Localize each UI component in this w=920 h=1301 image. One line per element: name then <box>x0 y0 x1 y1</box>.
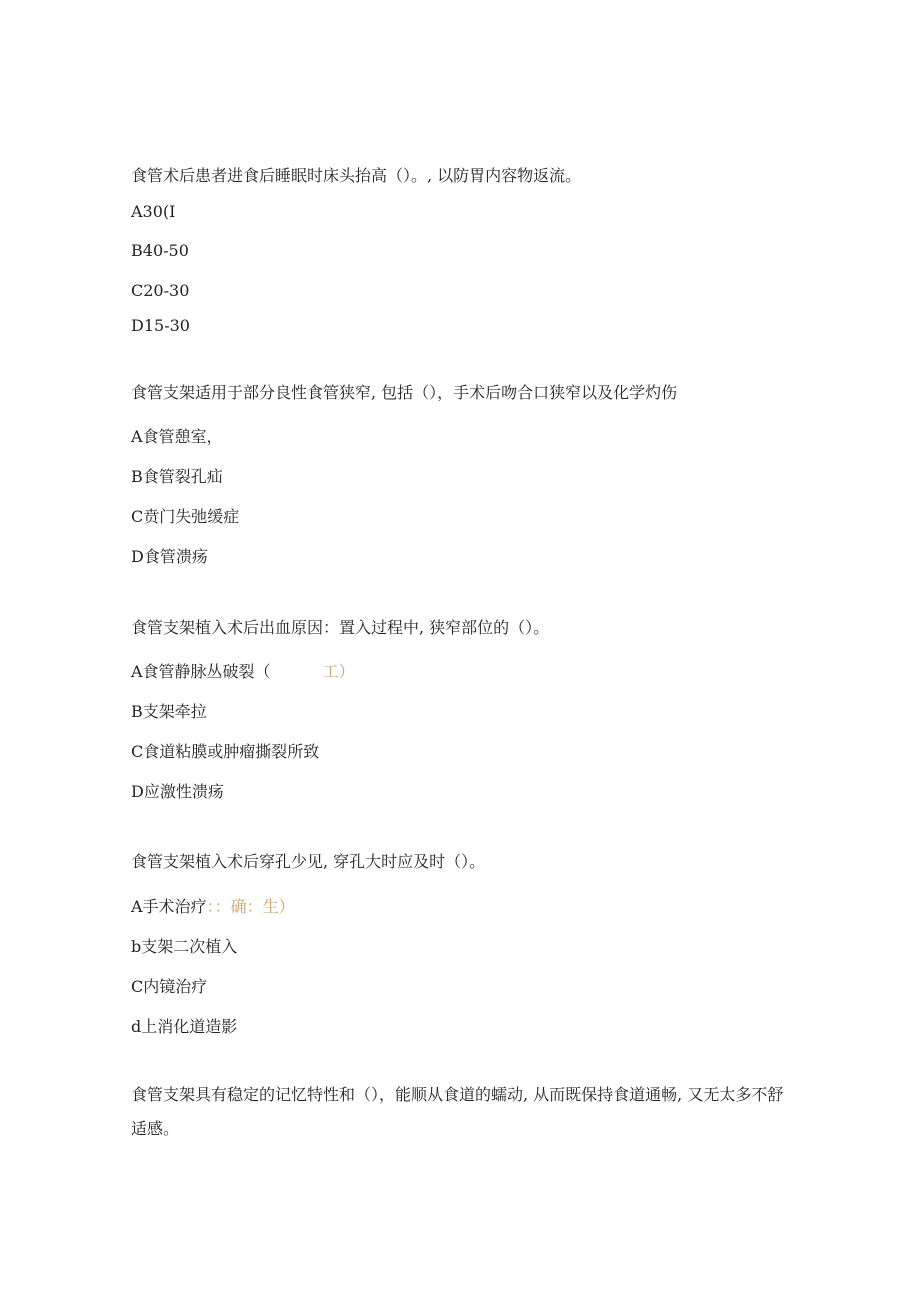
question-1-stem: 食管术后患者进食后睡眠时床头抬高（）。, 以防胃内容物返流。 <box>131 166 582 185</box>
question-3-option-d: D应激性溃疡 <box>131 782 224 801</box>
question-3-option-b: B支架牵拉 <box>131 702 207 721</box>
question-1-option-c: C20-30 <box>131 281 190 300</box>
question-1-option-a: A30(I <box>131 202 176 221</box>
question-4-option-a-text: A手术治疗 <box>131 897 207 916</box>
question-2-option-d: D食管溃疡 <box>131 547 208 566</box>
question-1-option-d: D15-30 <box>131 316 190 335</box>
question-3-stem: 食管支架植入术后出血原因：置入过程中, 狭窄部位的（）。 <box>131 618 550 637</box>
question-4-option-d: d上消化道造影 <box>131 1017 238 1036</box>
question-2-stem: 食管支架适用于部分良性食管狭窄, 包括（），手术后吻合口狭窄以及化学灼伤 <box>131 383 678 402</box>
question-3-option-c: C食道粘膜或肿瘤撕裂所致 <box>131 742 320 761</box>
question-1-option-b: B40-50 <box>131 241 189 260</box>
question-2-option-b: B食管裂孔疝 <box>131 467 223 486</box>
question-4-option-a-faded-mark: ：：确：生） <box>206 897 295 916</box>
question-3-option-a-text: A食管静脉丛破裂（ <box>131 662 271 681</box>
question-4-stem: 食管支架植入术后穿孔少见, 穿孔大时应及时（）。 <box>131 852 486 871</box>
question-4-option-b: b支架二次植入 <box>131 937 238 956</box>
question-2-option-a: A食管憩室， <box>131 427 223 446</box>
question-2-option-c: C贲门失弛缓症 <box>131 507 240 526</box>
question-5-stem: 食管支架具有稳定的记忆特性和（），能顺从食道的蠕动, 从而既保持食道通畅, 又无太多不舒适感。 <box>131 1085 784 1138</box>
question-3-option-a <box>131 662 355 682</box>
question-4-option-c: C内镜治疗 <box>131 977 208 996</box>
question-3-option-a-faded-mark: 工） <box>322 662 355 681</box>
question-4-option-a <box>131 897 295 917</box>
